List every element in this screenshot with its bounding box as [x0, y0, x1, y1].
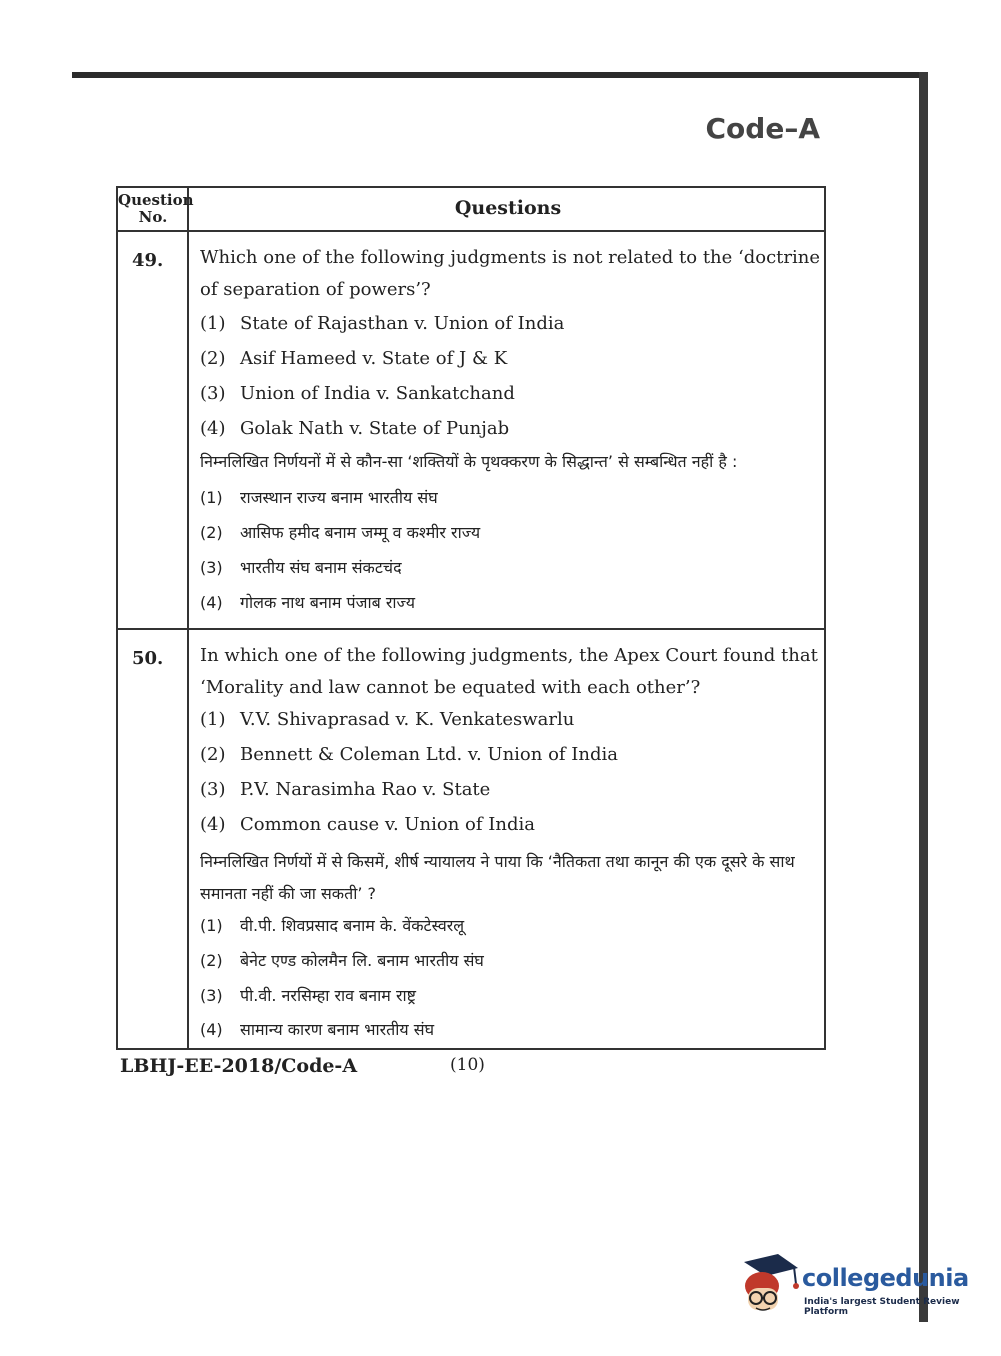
question-text-english: Which one of the following judgments is not related to the ‘doctrine of separation of powers’? [200, 247, 821, 300]
collegedunia-logo[interactable] [740, 1250, 970, 1320]
header-divider [118, 230, 824, 232]
page-code-label: Code–A [705, 112, 820, 145]
column-divider [187, 188, 189, 1048]
option-hindi: (4) गोलक नाथ बनाम पंजाब राज्य [200, 593, 415, 612]
option-hindi: (1) राजस्थान राज्य बनाम भारतीय संघ [200, 488, 438, 507]
option: (4) Golak Nath v. State of Punjab [200, 418, 510, 439]
footer-page-number: (10) [450, 1055, 485, 1075]
option: (3) Union of India v. Sankatchand [200, 383, 515, 404]
scan-right-edge [919, 72, 928, 1322]
column-header-question-no: Question No. [118, 191, 194, 226]
footer-exam-code: LBHJ-EE-2018/Code-A [120, 1055, 358, 1077]
brand-name: collegedunia [802, 1264, 969, 1292]
option: (3) P.V. Narasimha Rao v. State [200, 779, 491, 800]
option-hindi: (3) पी.वी. नरसिम्हा राव बनाम राष्ट्र [200, 986, 416, 1005]
question-text-english: In which one of the following judgments, the Apex Court found that ‘Morality and law cannot be equated with each other’? [200, 645, 818, 698]
option: (1) State of Rajasthan v. Union of India [200, 313, 565, 334]
option: (1) V.V. Shivaprasad v. K. Venkateswarlu [200, 709, 575, 730]
column-header-questions: Questions [454, 197, 562, 219]
question-table [116, 186, 826, 1050]
option: (4) Common cause v. Union of India [200, 814, 535, 835]
question-number: 50. [132, 648, 164, 669]
scan-top-edge [72, 72, 928, 78]
brand-tagline: India's largest Student Review Platform [804, 1297, 960, 1317]
question-number: 49. [132, 250, 164, 271]
row-divider [118, 628, 824, 630]
option-hindi: (2) बेनेट एण्ड कोलमैन लि. बनाम भारतीय संघ [200, 951, 484, 970]
option: (2) Bennett & Coleman Ltd. v. Union of India [200, 744, 619, 765]
question-text-hindi: निम्नलिखित निर्णयों में से किसमें, शीर्ष न्यायालय ने पाया कि ‘नैतिकता तथा कानून की एक दूसरे के साथ समानता नहीं की जा सकती’ ? [200, 852, 795, 903]
option-hindi: (3) भारतीय संघ बनाम संकटचंद [200, 558, 402, 577]
option-hindi: (4) सामान्य कारण बनाम भारतीय संघ [200, 1020, 435, 1039]
option-hindi: (1) वी.पी. शिवप्रसाद बनाम के. वेंकटेस्वरलू [200, 916, 465, 935]
mascot-icon [740, 1250, 800, 1320]
option-hindi: (2) आसिफ हमीद बनाम जम्मू व कश्मीर राज्य [200, 523, 481, 542]
question-text-hindi: निम्नलिखित निर्णयनों में से कौन-सा ‘शक्तियों के पृथक्करण के सिद्धान्त’ से सम्बन्धित नहीं है : [200, 452, 738, 471]
option: (2) Asif Hameed v. State of J & K [200, 348, 508, 369]
